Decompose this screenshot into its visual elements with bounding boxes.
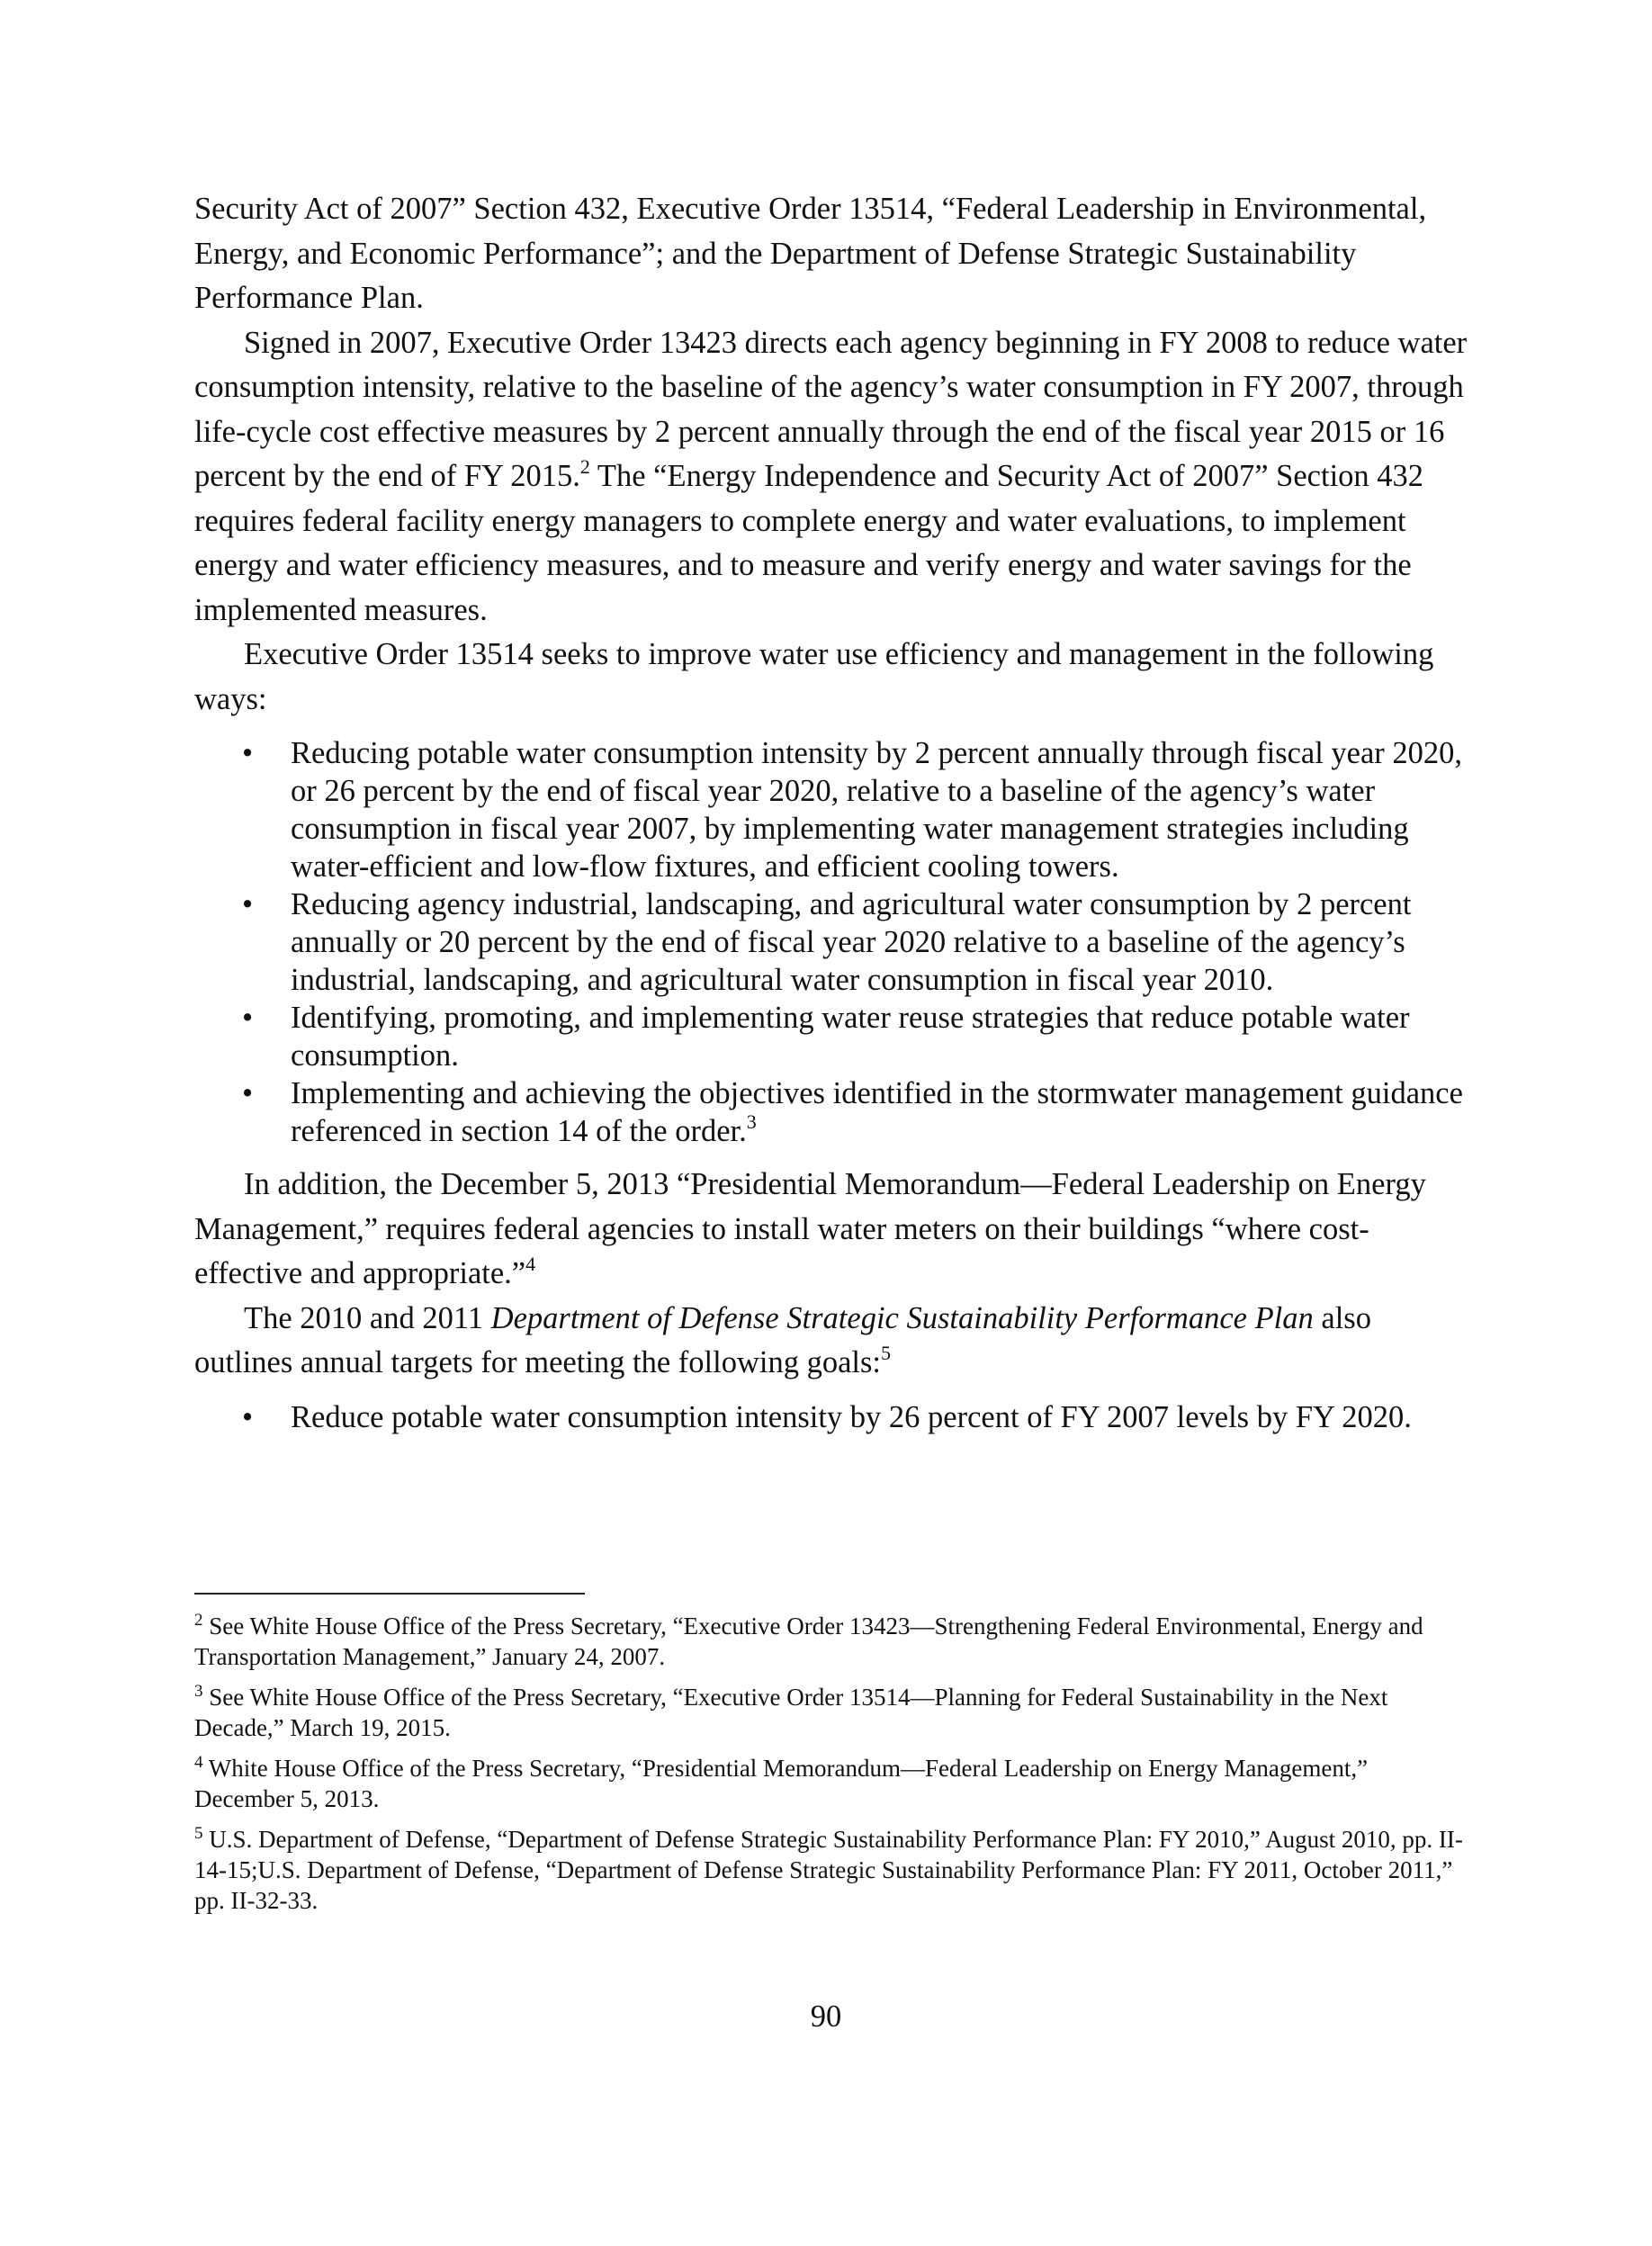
- bullet-list-dod-goals: [194, 1398, 1472, 1436]
- footnote-text: See White House Office of the Press Secretary, “Executive Order 13423—Strengthening Federal Environmental, Energy and Transportation Management,” January 24, 2007.: [194, 1613, 1423, 1670]
- footnote-ref: 3: [746, 1110, 757, 1133]
- list-item-text: Implementing and achieving the objectives identified in the stormwater management guidance referenced in section 14 of the order.: [291, 1076, 1463, 1148]
- paragraph-eo-13423: [194, 321, 1472, 633]
- footnotes: [194, 1611, 1472, 1926]
- paragraph-text: Signed in 2007, Executive Order 13423 directs each agency beginning in FY 2008 to reduce water consumption intensity, relative to the baseline of the agency’s water consumption in FY 2007, through life-cycle cost effective measures by 2 percent annually through the end of the fiscal year 2015 or 16 percent by the end of FY 2015.: [194, 325, 1468, 493]
- body-text: [194, 187, 1472, 1449]
- paragraph-eo-13514: Executive Order 13514 seeks to improve water use efficiency and management in the following ways:: [194, 637, 1434, 716]
- footnote-number: 4: [194, 1753, 203, 1772]
- list-item: • Identifying, promoting, and implementing water reuse strategies that reduce potable water consumption.: [194, 999, 1472, 1074]
- paragraph-continuation: Security Act of 2007” Section 432, Executive Order 13514, “Federal Leadership in Environmental, Energy, and Economic Performance”; and the Department of Defense Strategic Sustainability Performance Plan.: [194, 192, 1427, 315]
- paragraph-text: The “Energy Independence and Security Act of 2007” Section 432 requires federal facility energy managers to complete energy and water evaluations, to implement energy and water efficiency measures, and to measure and verify energy and water savings for the implemented measures.: [194, 459, 1424, 627]
- paragraph-text: In addition, the December 5, 2013 “Presidential Memorandum—Federal Leadership on Energy Management,” requires federal agencies to install water meters on their buildings “where cost-effective and appropriate.”: [194, 1167, 1426, 1290]
- list-item: • Reduce potable water consumption intensity by 26 percent of FY 2007 levels by FY 2020.: [194, 1398, 1472, 1436]
- paragraph-presidential-memo: [194, 1163, 1472, 1297]
- list-item: • Reducing agency industrial, landscaping, and agricultural water consumption by 2 percent annually or 20 percent by the end of fiscal year 2020 relative to a baseline of the agency’s industrial, landscaping, and agricultural water consumption in fiscal year 2010.: [194, 885, 1472, 999]
- footnote-number: 3: [194, 1682, 203, 1701]
- list-item: • Reducing potable water consumption intensity by 2 percent annually through fiscal year 2020, or 26 percent by the end of fiscal year 2020, relative to a baseline of the agency’s water consumption in fiscal year 2007, by implementing water management strategies including water-efficient and low-flow fixtures, and efficient cooling towers.: [194, 734, 1472, 885]
- footnote-text: See White House Office of the Press Secretary, “Executive Order 13514—Planning for Federal Sustainability in the Next Decade,” March 19, 2015.: [194, 1684, 1388, 1741]
- list-item: [194, 1074, 1472, 1150]
- footnote-divider: [194, 1593, 585, 1595]
- footnote-number: 2: [194, 1611, 203, 1630]
- footnote-text: White House Office of the Press Secretary, “Presidential Memorandum—Federal Leadership on Energy Management,” December 5, 2013.: [194, 1755, 1369, 1812]
- page-number: 90: [810, 1999, 842, 2034]
- bullet-list-eo-13514: [194, 734, 1472, 1150]
- footnote-ref: 5: [881, 1342, 891, 1364]
- document-title: Department of Defense Strategic Sustainability Performance Plan: [490, 1300, 1314, 1335]
- footnote-ref: 4: [525, 1253, 536, 1275]
- footnote-4: [194, 1753, 1472, 1814]
- footnote-5: [194, 1824, 1472, 1916]
- paragraph-text: also outlines annual targets for meeting the following goals:: [194, 1300, 1371, 1379]
- paragraph-dod-plan: [194, 1297, 1472, 1386]
- footnote-2: [194, 1611, 1472, 1672]
- footnote-3: [194, 1682, 1472, 1743]
- footnote-number: 5: [194, 1824, 203, 1843]
- footnote-text: U.S. Department of Defense, “Department of Defense Strategic Sustainability Performance Plan: FY 2010,” August 2010, pp. II-14-15;U.S. Department of Defense, “Department of Defense Strategic Sustainability Performance Plan: FY 2011, October 2011,” pp. II-32-33.: [194, 1826, 1463, 1914]
- footnote-ref: 2: [579, 455, 590, 478]
- paragraph-text: The 2010 and 2011: [244, 1300, 491, 1335]
